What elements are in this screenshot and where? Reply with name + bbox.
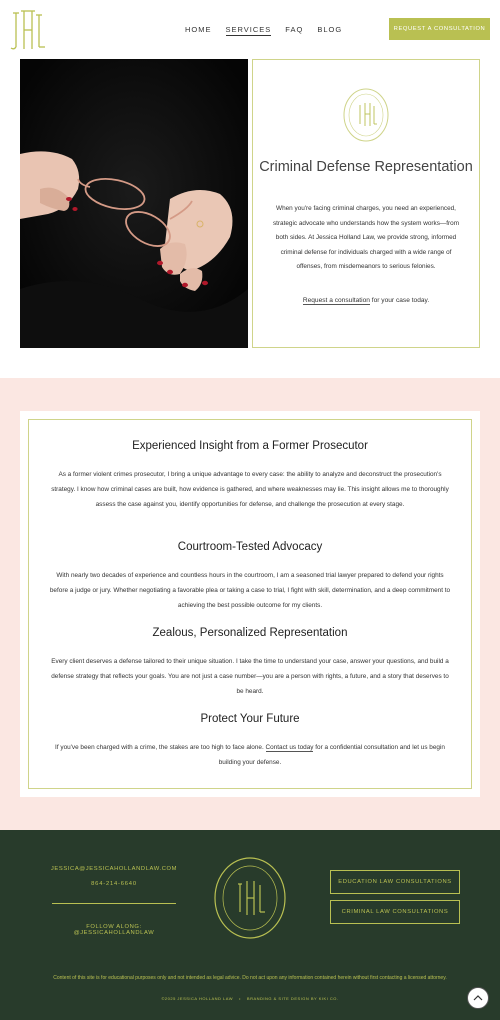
credits-separator: • [239, 996, 241, 1001]
education-law-consultations-button[interactable]: EDUCATION LAW CONSULTATIONS [330, 870, 460, 894]
nav-item-home[interactable]: HOME [185, 25, 212, 34]
section-body-future [47, 741, 453, 771]
main-nav [185, 25, 342, 36]
footer-divider [52, 903, 176, 904]
details-section [0, 378, 500, 830]
footer-email-link[interactable]: JESSICA@JESSICAHOLLANDLAW.COM [50, 866, 178, 872]
criminal-law-consultations-button[interactable]: CRIMINAL LAW CONSULTATIONS [330, 900, 460, 924]
consultation-suffix: for your case today. [369, 297, 430, 304]
footer-copyright: ©2025 JESSICA HOLLAND LAW [161, 996, 234, 1001]
back-to-top-button[interactable] [467, 987, 489, 1009]
footer-disclaimer: Content of this site is for educational purposes only and not intended as legal advice. Do not act upon any information contained herein without first contacting a licensed attorney. [53, 975, 447, 981]
section-heading-advocacy: Courtroom-Tested Advocacy [177, 541, 323, 553]
footer-seal-icon [213, 856, 287, 940]
jhl-logo-icon[interactable] [10, 9, 46, 51]
site-header [0, 0, 500, 58]
footer-design-credit[interactable]: BRANDING & SITE DESIGN BY KIKI CO. [246, 996, 339, 1001]
hands-holding-glasses-image [20, 59, 248, 348]
section-body-advocacy: With nearly two decades of experience and countless hours in the courtroom, I am a seasoned trial lawyer prepared to defend your rights before a judge or jury. Whether negotiating a favorable plea or taking a case to trial, I fight with skill, determination, and a deep commitment to achieving the best possible outcome for my clients. [49, 572, 451, 609]
service-card [252, 59, 480, 348]
nav-item-services[interactable]: SERVICES [225, 25, 272, 34]
details-box [20, 411, 480, 797]
footer-credits [150, 996, 350, 1001]
consultation-line [253, 297, 479, 304]
section-body-prosecutor: As a former violent crimes prosecutor, I bring a unique advantage to every case: the ability to analyze and deconstruct the prosecution's strategy. I know how criminal cases are built, how evidence is gathered, and where weaknesses may lie. This insight allows me to thoroughly assess the case against you, identify opportunities for defense, and challenge the prosecution at every stage. [51, 471, 449, 508]
section-body-representation: Every client deserves a defense tailored to their unique situation. I take the time to understand your case, answer your questions, and build a defense strategy that reflects your goals. You are not just a case number—you are a person with rights, a future, and a story that deserves to be heard. [51, 658, 449, 695]
section-heading-future: Protect Your Future [200, 713, 300, 725]
request-consultation-link[interactable]: Request a consultation [302, 297, 370, 304]
chevron-up-icon [472, 992, 484, 1004]
site-footer [0, 830, 500, 1020]
section-heading-representation: Zealous, Personalized Representation [152, 627, 348, 639]
nav-item-blog[interactable]: BLOG [317, 25, 343, 34]
footer-social-link[interactable]: FOLLOW ALONG: @JESSICAHOLLANDLAW [73, 924, 155, 936]
contact-us-link[interactable]: Contact us today [265, 744, 314, 751]
jhl-seal-icon [343, 88, 389, 142]
service-description: When you're facing criminal charges, you need an experienced, strategic advocate who understands how the system works—from both sides. At Jessica Holland Law, we provide strong, informed criminal defense for individuals charged with a wide range of offenses, from misdemeanors to serious felonies. [272, 205, 460, 271]
future-prefix: If you've been charged with a crime, the stakes are too high to face alone. [55, 744, 266, 751]
details-box-frame [28, 419, 472, 789]
footer-phone-link[interactable]: 864-214-6640 [91, 881, 137, 887]
request-consultation-button[interactable]: REQUEST A CONSULTATION [389, 18, 490, 40]
future-suffix: for a confidential consultation and let us begin building your defense. [218, 744, 445, 766]
service-title: Criminal Defense Representation [259, 159, 473, 175]
nav-item-faq[interactable]: FAQ [285, 25, 304, 34]
section-heading-prosecutor: Experienced Insight from a Former Prosecutor [132, 440, 368, 452]
hero-photo [20, 59, 248, 348]
